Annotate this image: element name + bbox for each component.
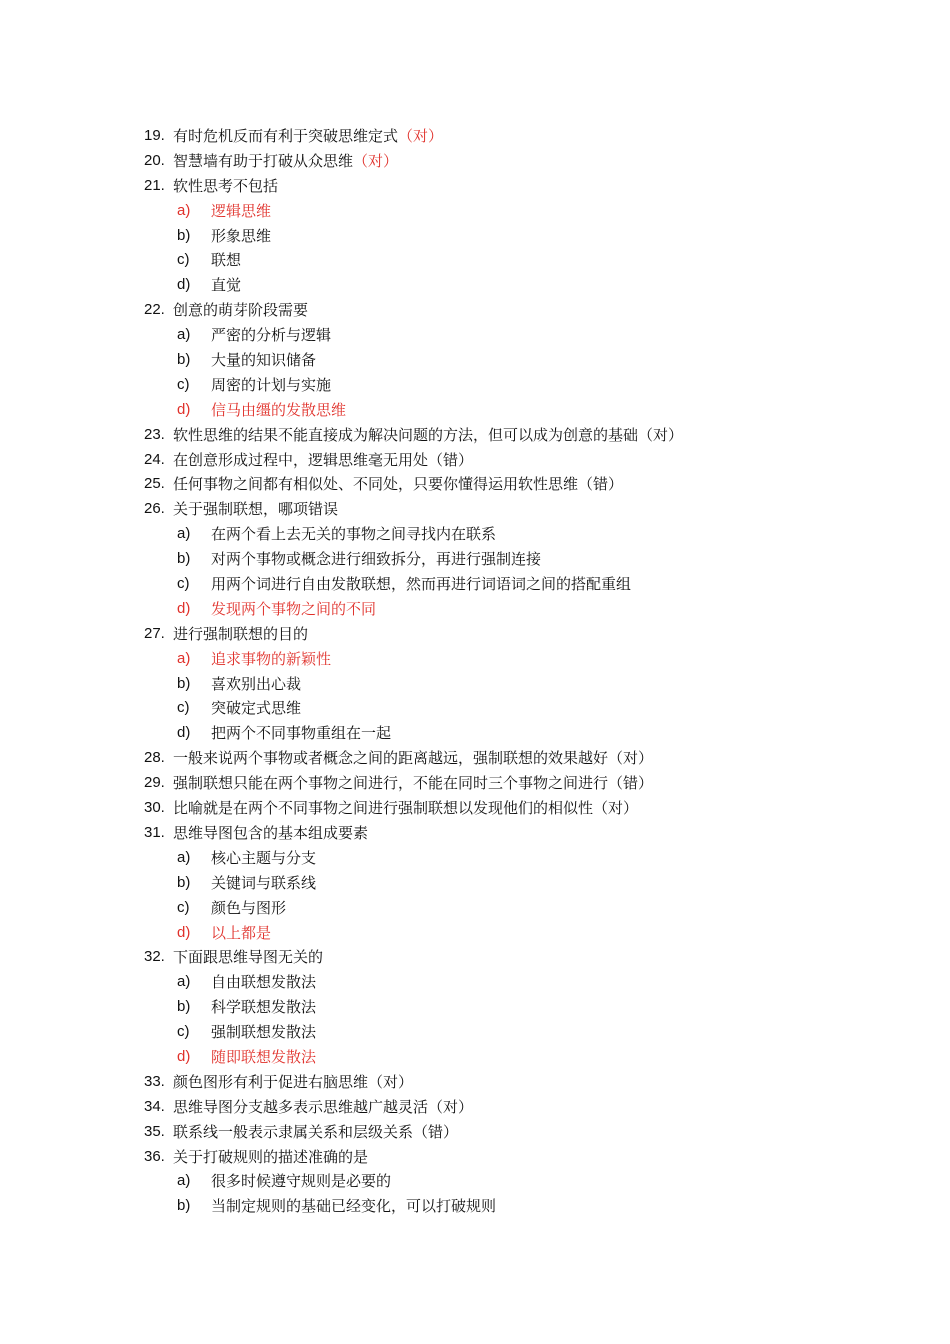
question-text xyxy=(173,174,278,199)
question-number: 32. xyxy=(144,948,165,966)
option-text: 在两个看上去无关的事物之间寻找内在联系 xyxy=(211,525,497,544)
option-line xyxy=(0,1169,950,1194)
question-text xyxy=(173,472,623,497)
option-text: 随即联想发散法 xyxy=(211,1047,317,1066)
question-text xyxy=(173,497,338,522)
question-number: 30. xyxy=(144,799,165,817)
question-body: 任何事物之间都有相似处、不同处，只要你懂得运用软性思维 xyxy=(173,475,579,494)
question-text xyxy=(173,149,398,174)
question-text xyxy=(173,622,308,647)
question-number: 19. xyxy=(144,127,165,144)
option-letter: b) xyxy=(177,550,191,568)
question-text xyxy=(173,945,323,970)
option-letter: a) xyxy=(177,848,191,866)
question-line xyxy=(0,298,950,323)
option-letter: d) xyxy=(177,923,191,941)
question-line xyxy=(0,423,950,448)
question-body: 关于强制联想，哪项错误 xyxy=(173,500,339,519)
question-text xyxy=(173,124,443,149)
question-text xyxy=(173,1145,368,1170)
question-line xyxy=(0,1145,950,1170)
option-text: 联想 xyxy=(211,251,242,270)
option-line xyxy=(0,970,950,995)
question-body: 思维导图分支越多表示思维越广越灵活 xyxy=(173,1097,429,1116)
option-line xyxy=(0,398,950,423)
option-letter: a) xyxy=(177,326,191,344)
question-number: 24. xyxy=(144,450,165,468)
option-line xyxy=(0,248,950,273)
question-number: 23. xyxy=(144,425,165,443)
question-line xyxy=(0,771,950,796)
answer-mark: （对） xyxy=(608,749,654,768)
question-line xyxy=(0,497,950,522)
question-text xyxy=(173,1095,473,1120)
option-text: 突破定式思维 xyxy=(211,699,302,718)
question-line xyxy=(0,746,950,771)
answer-mark: （错） xyxy=(608,774,654,793)
question-number: 34. xyxy=(144,1097,165,1115)
answer-mark: （对） xyxy=(368,1072,414,1091)
option-letter: d) xyxy=(177,1047,191,1065)
question-line xyxy=(0,945,950,970)
question-line xyxy=(0,622,950,647)
question-number: 20. xyxy=(144,151,165,169)
answer-mark: （错） xyxy=(428,450,474,469)
option-letter: d) xyxy=(177,276,191,294)
option-line xyxy=(0,846,950,871)
question-line xyxy=(0,821,950,846)
option-line xyxy=(0,995,950,1020)
question-number: 36. xyxy=(144,1147,165,1165)
option-text: 直觉 xyxy=(211,276,242,295)
option-letter: a) xyxy=(177,649,191,667)
option-letter: d) xyxy=(177,400,191,418)
option-text: 用两个词进行自由发散联想，然而再进行词语词之间的搭配重组 xyxy=(211,575,632,594)
answer-mark: （对） xyxy=(428,1097,474,1116)
option-line xyxy=(0,721,950,746)
option-letter: b) xyxy=(177,226,191,244)
option-text: 把两个不同事物重组在一起 xyxy=(211,724,392,743)
option-letter: b) xyxy=(177,873,191,891)
question-line xyxy=(0,448,950,473)
question-body: 关于打破规则的描述准确的是 xyxy=(173,1147,369,1166)
question-number: 31. xyxy=(144,823,165,841)
option-line xyxy=(0,1194,950,1219)
question-text xyxy=(173,423,683,448)
option-text: 当制定规则的基础已经变化，可以打破规则 xyxy=(211,1197,497,1216)
option-letter: c) xyxy=(177,251,190,269)
question-body: 联系线一般表示隶属关系和层级关系 xyxy=(173,1122,414,1141)
option-text: 颜色与图形 xyxy=(211,898,287,917)
answer-mark: （错） xyxy=(413,1122,459,1141)
option-line xyxy=(0,1045,950,1070)
question-text xyxy=(173,448,473,473)
option-text: 形象思维 xyxy=(211,226,272,245)
option-letter: a) xyxy=(177,1172,191,1190)
question-line xyxy=(0,149,950,174)
option-line xyxy=(0,373,950,398)
option-letter: b) xyxy=(177,674,191,692)
option-text: 严密的分析与逻辑 xyxy=(211,326,332,345)
question-number: 25. xyxy=(144,475,165,493)
option-text: 自由联想发散法 xyxy=(211,973,317,992)
option-text: 逻辑思维 xyxy=(211,201,272,220)
question-body: 创意的萌芽阶段需要 xyxy=(173,301,309,320)
option-line xyxy=(0,348,950,373)
question-body: 比喻就是在两个不同事物之间进行强制联想以发现他们的相似性 xyxy=(173,799,594,818)
option-letter: b) xyxy=(177,1197,191,1215)
option-line xyxy=(0,323,950,348)
question-body: 有时危机反而有利于突破思维定式 xyxy=(173,127,399,145)
question-text xyxy=(173,1070,413,1095)
option-line xyxy=(0,696,950,721)
question-number: 22. xyxy=(144,301,165,319)
option-line xyxy=(0,921,950,946)
question-body: 软性思维的结果不能直接成为解决问题的方法，但可以成为创意的基础 xyxy=(173,425,639,444)
option-line xyxy=(0,273,950,298)
option-text: 以上都是 xyxy=(211,923,272,942)
option-line xyxy=(0,1020,950,1045)
question-body: 软性思考不包括 xyxy=(173,176,279,195)
option-text: 科学联想发散法 xyxy=(211,998,317,1017)
answer-mark: （对） xyxy=(638,425,684,444)
option-text: 很多时候遵守规则是必要的 xyxy=(211,1172,392,1191)
option-line xyxy=(0,597,950,622)
option-text: 周密的计划与实施 xyxy=(211,375,332,394)
option-line xyxy=(0,572,950,597)
document-page xyxy=(0,124,950,1219)
question-text xyxy=(173,796,638,821)
question-line xyxy=(0,1095,950,1120)
question-number: 28. xyxy=(144,749,165,767)
question-line xyxy=(0,1070,950,1095)
option-text: 对两个事物或概念进行细致拆分，再进行强制连接 xyxy=(211,550,542,569)
option-text: 大量的知识储备 xyxy=(211,351,317,370)
option-text: 发现两个事物之间的不同 xyxy=(211,599,377,618)
question-text xyxy=(173,298,308,323)
question-text xyxy=(173,821,368,846)
answer-mark: （对） xyxy=(398,127,444,145)
question-number: 35. xyxy=(144,1122,165,1140)
option-letter: c) xyxy=(177,375,190,393)
question-number: 26. xyxy=(144,500,165,518)
answer-mark: （对） xyxy=(353,151,399,170)
question-line xyxy=(0,796,950,821)
question-text xyxy=(173,771,653,796)
question-number: 29. xyxy=(144,774,165,792)
question-body: 进行强制联想的目的 xyxy=(173,624,309,643)
answer-mark: （错） xyxy=(578,475,624,494)
question-body: 强制联想只能在两个事物之间进行，不能在同时三个事物之间进行 xyxy=(173,774,609,793)
option-letter: c) xyxy=(177,898,190,916)
question-text xyxy=(173,746,653,771)
option-line xyxy=(0,896,950,921)
question-number: 21. xyxy=(144,176,165,194)
question-body: 下面跟思维导图无关的 xyxy=(173,948,324,967)
question-body: 智慧墙有助于打破从众思维 xyxy=(173,151,354,170)
question-line xyxy=(0,472,950,497)
option-text: 追求事物的新颖性 xyxy=(211,649,332,668)
question-line xyxy=(0,1120,950,1145)
question-body: 思维导图包含的基本组成要素 xyxy=(173,823,369,842)
option-letter: d) xyxy=(177,599,191,617)
option-line xyxy=(0,522,950,547)
option-letter: c) xyxy=(177,1023,190,1041)
question-body: 颜色图形有利于促进右脑思维 xyxy=(173,1072,369,1091)
option-line xyxy=(0,547,950,572)
option-text: 核心主题与分支 xyxy=(211,848,317,867)
option-line xyxy=(0,224,950,249)
option-letter: a) xyxy=(177,973,191,991)
question-body: 在创意形成过程中，逻辑思维毫无用处 xyxy=(173,450,429,469)
option-letter: c) xyxy=(177,699,190,717)
question-text xyxy=(173,1120,458,1145)
option-letter: a) xyxy=(177,525,191,543)
option-line xyxy=(0,199,950,224)
option-line xyxy=(0,871,950,896)
question-line xyxy=(0,124,950,149)
option-text: 强制联想发散法 xyxy=(211,1023,317,1042)
option-letter: d) xyxy=(177,724,191,742)
answer-mark: （对） xyxy=(593,799,639,818)
option-letter: a) xyxy=(177,201,191,219)
option-line xyxy=(0,672,950,697)
option-letter: b) xyxy=(177,351,191,369)
option-letter: c) xyxy=(177,575,190,593)
option-line xyxy=(0,647,950,672)
question-number: 27. xyxy=(144,624,165,642)
question-line xyxy=(0,174,950,199)
question-number: 33. xyxy=(144,1072,165,1090)
option-text: 关键词与联系线 xyxy=(211,873,317,892)
option-text: 喜欢别出心裁 xyxy=(211,674,302,693)
option-letter: b) xyxy=(177,998,191,1016)
option-text: 信马由缰的发散思维 xyxy=(211,400,347,419)
question-body: 一般来说两个事物或者概念之间的距离越远，强制联想的效果越好 xyxy=(173,749,609,768)
